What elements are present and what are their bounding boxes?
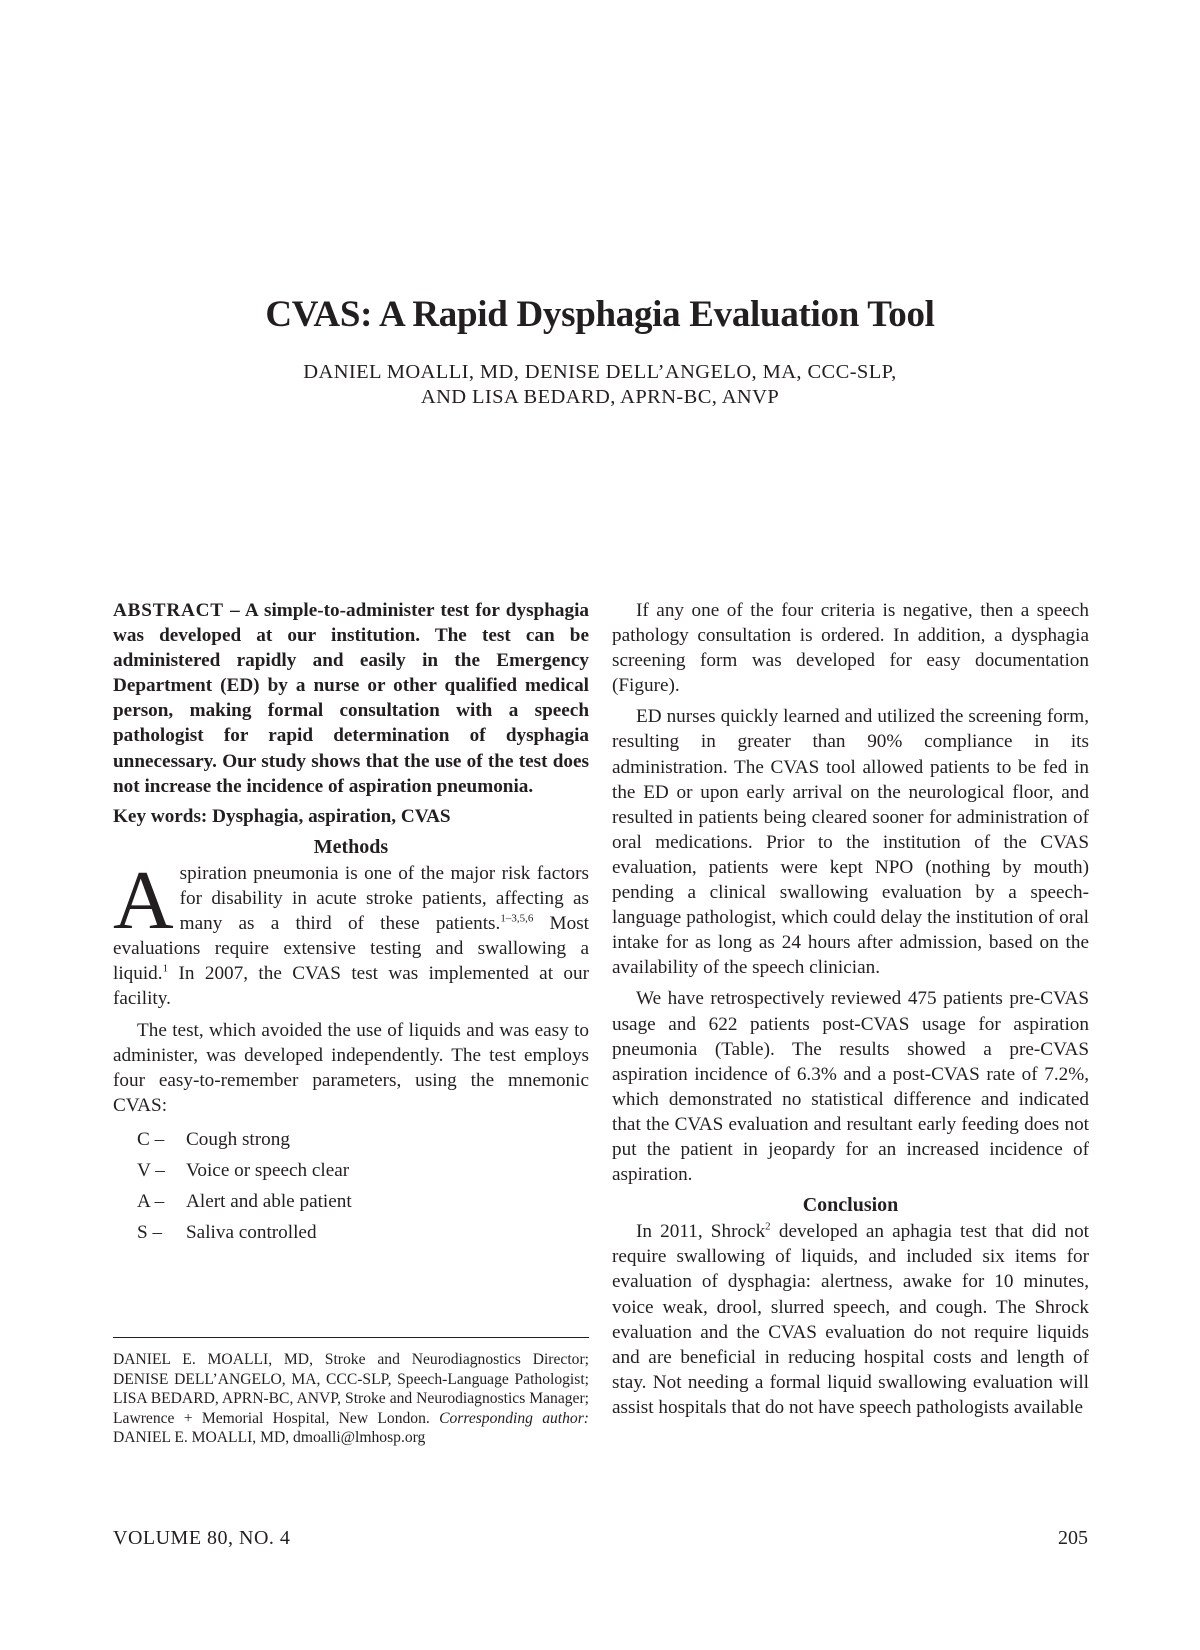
- list-item: [113, 1186, 589, 1217]
- author-list: [0, 360, 1200, 410]
- mnemonic-letter: C –: [137, 1128, 165, 1150]
- list-item: [113, 1217, 589, 1248]
- mnemonic-text: Alert and able patient: [186, 1190, 352, 1212]
- corresponding-author-label: Corresponding author:: [439, 1409, 589, 1427]
- conclusion-text: In 2011, Shrock: [636, 1221, 766, 1243]
- footnote-divider: [113, 1337, 589, 1338]
- left-column: [113, 598, 589, 1248]
- keywords: Key words: Dysphagia, aspiration, CVAS: [113, 805, 451, 827]
- mnemonic-letter: A –: [137, 1190, 165, 1212]
- mnemonic-text: Cough strong: [186, 1128, 290, 1150]
- right-column: [612, 598, 1089, 1420]
- drop-cap: A: [113, 853, 174, 947]
- article-title: CVAS: A Rapid Dysphagia Evaluation Tool: [265, 294, 935, 335]
- page-number: 205: [1058, 1527, 1088, 1549]
- mnemonic-list: [113, 1124, 589, 1248]
- author-affiliation-footnote: [113, 1350, 589, 1448]
- footnote-text: DANIEL E. MOALLI, MD, Stroke and Neurodiagnostics Director; DENISE DELL’ANGELO, MA, CCC-SLP, Speech-Language Pathologist; LISA BEDARD, APRN-BC, ANVP, Stroke and Neurodiagnostics Manager; Lawrence + Memorial Hospital, New London.: [113, 1351, 589, 1427]
- methods-p1-text: Most evaluations require extensive testing and swallowing a liquid.: [113, 913, 589, 985]
- list-item: [113, 1124, 589, 1155]
- citation: 1–3,5,6: [500, 912, 534, 925]
- methods-p1-text: In 2007, the CVAS test was implemented at our facility.: [113, 963, 589, 1010]
- abstract-lead: ABSTRACT: [113, 600, 224, 621]
- methods-paragraph-1: [113, 853, 589, 1012]
- abstract: [113, 598, 589, 799]
- body-paragraph-1: If any one of the four criteria is negative, then a speech pathology consultation is ordered. In addition, a dysphagia screening form was developed for easy documentation (Figure).: [612, 600, 1089, 697]
- author-line-1: DANIEL MOALLI, MD, DENISE DELL’ANGELO, MA, CCC-SLP,: [303, 361, 897, 383]
- abstract-text: – A simple-to-administer test for dysphagia was developed at our institution. The test can be administered rapidly and easily in the Emergency Department (ED) by a nurse or other qualified medical person, making formal consultation with a speech pathologist for rapid determination of dysphagia unnecessary. Our study shows that the use of the test does not increase the incidence of aspiration pneumonia.: [113, 600, 589, 797]
- body-paragraph-2: ED nurses quickly learned and utilized the screening form, resulting in greater than 90% compliance in its administration. The CVAS tool allowed patients to be fed in the ED or upon early arrival on the neurological floor, and resulted in patients being cleared sooner for administration of oral medications. Prior to the institution of the CVAS evaluation, patients were kept NPO (nothing by mouth) pending a clinical swallowing evaluation by a speech-language pathologist, which could delay the institution of oral intake for as long as 24 hours after admission, based on the availability of the speech clinician.: [612, 706, 1089, 979]
- mnemonic-letter: V –: [137, 1159, 165, 1181]
- mnemonic-text: Voice or speech clear: [186, 1159, 350, 1181]
- footnote-text: DANIEL E. MOALLI, MD, dmoalli@lmhosp.org: [113, 1429, 426, 1447]
- citation: 1: [162, 962, 169, 975]
- list-item: [113, 1155, 589, 1186]
- conclusion-heading: Conclusion: [802, 1194, 899, 1217]
- mnemonic-letter: S –: [137, 1221, 163, 1243]
- methods-paragraph-2: The test, which avoided the use of liquids and was easy to administer, was developed independently. The test employs four easy-to-remember parameters, using the mnemonic CVAS:: [113, 1019, 589, 1116]
- author-line-2: AND LISA BEDARD, APRN-BC, ANVP: [420, 386, 780, 408]
- volume-label: VOLUME 80, NO. 4: [113, 1527, 291, 1549]
- conclusion-paragraph: [612, 1219, 1089, 1420]
- methods-p1-text: spiration pneumonia is one of the major risk factors for disability in acute stroke patients, affecting as many as a third of these patients.: [179, 862, 589, 935]
- body-paragraph-3: We have retrospectively reviewed 475 patients pre-CVAS usage and 622 patients post-CVAS usage for aspiration pneumonia (Table). The results showed a pre-CVAS aspiration incidence of 6.3% and a post-CVAS rate of 7.2%, which demonstrated no statistical difference and indicated that the CVAS evaluation and resultant early feeding does not put the patient in jeopardy for an increased incidence of aspiration.: [612, 988, 1089, 1186]
- mnemonic-text: Saliva controlled: [186, 1221, 317, 1243]
- conclusion-text: developed an aphagia test that did not require swallowing of liquids, and included six items for evaluation of dysphagia: alertness, awake for 10 minutes, voice weak, drool, slurred speech, and cough. The Shrock evaluation and the CVAS evaluation do not require liquids and are beneficial in reducing hospital costs and length of stay. Not needing a formal liquid swallowing evaluation will assist hospitals that do not have speech pathologists available: [612, 1221, 1089, 1418]
- citation: 2: [765, 1220, 771, 1233]
- methods-heading: Methods: [313, 835, 389, 858]
